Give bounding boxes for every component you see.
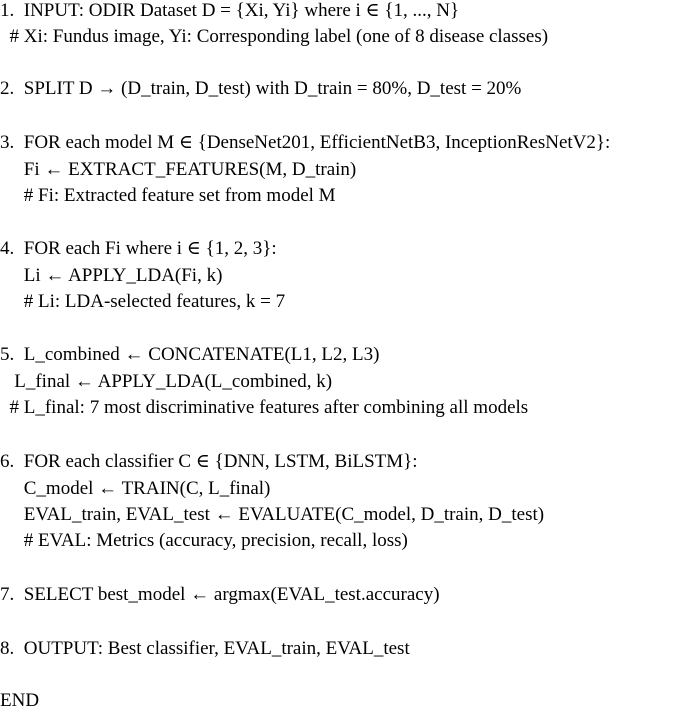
step-6-comment: # EVAL: Metrics (accuracy, precision, recall, loss) bbox=[0, 530, 408, 551]
step-6-for-classifiers: 6. FOR each classifier C ∈ {DNN, LSTM, BiLSTM}: bbox=[0, 451, 418, 472]
step-5-comment: # L_final: 7 most discriminative features after combining all models bbox=[0, 397, 529, 418]
step-2-split: 2. SPLIT D → (D_train, D_test) with D_train = 80%, D_test = 20% bbox=[0, 78, 522, 99]
step-3-extract: Fi ← EXTRACT_FEATURES(M, D_train) bbox=[0, 159, 357, 180]
step-5-concatenate: 5. L_combined ← CONCATENATE(L1, L2, L3) bbox=[0, 344, 380, 365]
step-7-select: 7. SELECT best_model ← argmax(EVAL_test.accuracy) bbox=[0, 584, 440, 605]
step-4-comment: # Li: LDA-selected features, k = 7 bbox=[0, 291, 286, 312]
step-6-train: C_model ← TRAIN(C, L_final) bbox=[0, 478, 271, 499]
end-keyword: END bbox=[0, 690, 40, 711]
step-1-input: 1. INPUT: ODIR Dataset D = {Xi, Yi} where i ∈ {1, ..., N} bbox=[0, 0, 460, 21]
step-4-apply-lda: Li ← APPLY_LDA(Fi, k) bbox=[0, 265, 223, 286]
step-5-final-lda: L_final ← APPLY_LDA(L_combined, k) bbox=[0, 371, 333, 392]
step-3-comment: # Fi: Extracted feature set from model M bbox=[0, 185, 336, 206]
step-3-for-models: 3. FOR each model M ∈ {DenseNet201, EfficientNetB3, InceptionResNetV2}: bbox=[0, 132, 611, 153]
step-4-for-features: 4. FOR each Fi where i ∈ {1, 2, 3}: bbox=[0, 238, 277, 259]
step-1-comment: # Xi: Fundus image, Yi: Corresponding label (one of 8 disease classes) bbox=[0, 26, 549, 47]
step-8-output: 8. OUTPUT: Best classifier, EVAL_train, EVAL_test bbox=[0, 638, 410, 659]
step-6-evaluate: EVAL_train, EVAL_test ← EVALUATE(C_model, D_train, D_test) bbox=[0, 504, 545, 525]
